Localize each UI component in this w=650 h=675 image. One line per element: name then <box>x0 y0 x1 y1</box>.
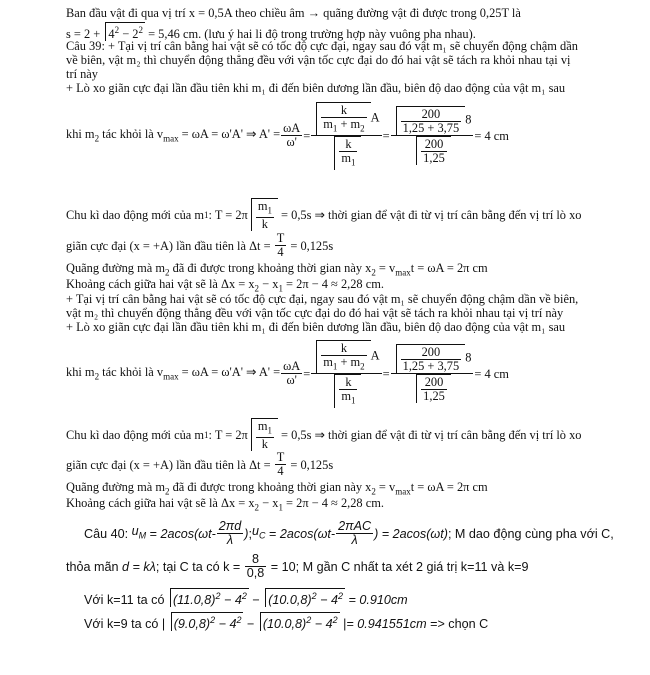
p17 <box>66 451 333 478</box>
p8-formula: Chu kì dao động mới của m 1 : T = 2π $\frac{m_1}{k}$ = 0,5s ⇒ thời gian để vật đi từ vị trí cân bằng đến vị trí lò xo <box>66 199 582 232</box>
p9 <box>66 232 333 259</box>
p21 <box>66 553 528 580</box>
p5-text: trí này <box>66 67 98 81</box>
p13-text: vật m₂ thì chuyển động thẳng đều với vận tốc cực đại do đó hai vật sẽ tách ra khỏi nhau tại vị trí này <box>66 306 564 320</box>
p19 <box>66 496 384 514</box>
p2-formula: $s = 2 + 4^2 - 2^2 = 5,46$ cm. (lưu ý hai li độ trong trường hợp này vuông pha nhau). <box>66 27 476 41</box>
p23 <box>84 612 488 631</box>
p3 <box>66 39 578 53</box>
p4 <box>66 53 570 67</box>
p3-text: Câu 39: + Tại vị trí cân bằng hai vật sẽ có tốc độ cực đại, ngay sau đó vật m₁ sẽ chuyển động chậm dần <box>66 39 578 53</box>
p11-formula: Khoảng cách giữa hai vật sẽ là $\Delta x = x_2 - x_1 = 2\pi - 4 \approx 2,28$ cm. <box>66 277 384 294</box>
p7 <box>66 102 509 170</box>
p15-formula: khi $m_2$ tác khỏi là $v_{max} = \omega A = \omega'A'$ ⇒ A' = $\frac{\omega A}{\omega'}$ = $\frac{k}{m_1 + m_2}$ A $\frac{k}{m_1}$ = $\frac{200}{1,25 + 3,75}$ 8 $\frac{200}{1,25}$ = 4 cm <box>66 341 509 406</box>
p23-formula: Với k=9 ta có | $(9.0,8)^2 - 4^2 - (10.0,8)^2 - 4^2$ |= 0.941551cm => chọn C <box>84 617 488 631</box>
p4-text: về biên, vật m₂ thì chuyển động thẳng đều với vận tốc cực đại do đó hai vật sẽ tách ra khỏi nhau tại vị <box>66 53 571 67</box>
p12 <box>66 292 578 306</box>
p1 <box>66 6 521 20</box>
p8 <box>66 198 581 231</box>
p17-formula: giãn cực đại (x = +A) lần đầu tiên là Δt = $\frac{T}{4}$ = 0,125s <box>66 450 334 478</box>
p21-formula: thỏa mãn d = kλ ; tại C ta có k = $\frac{8}{0,8}$ = 10; M gần C nhất ta xét 2 giá trị k=11 và k=9 <box>66 552 529 580</box>
p1-text: Ban đầu vật đi qua vị trí x = 0,5A theo chiều âm → quãng đường vật đi được trong 0,25T là <box>66 6 521 20</box>
p7-formula: khi $m_2$ tác khỏi là $v_{max} = \omega A = \omega'A'$ ⇒ A' = $\frac{\omega A}{\omega'}$ = $\frac{k}{m_1 + m_2}$ A $\frac{k}{m_1}$ = $\frac{200}{1,25 + 3,75}$ 8 $\frac{200}{1,25}$ = 4 cm <box>66 103 509 168</box>
p15 <box>66 340 509 408</box>
p16 <box>66 418 581 451</box>
p6-text: + Lò xo giãn cực đại lần đầu tiên khi m₁ đi đến biên dương lần đầu, biên độ dao động của vật m₁ sau <box>66 81 566 95</box>
p9-formula: giãn cực đại (x = +A) lần đầu tiên là Δt = $\frac{T}{4}$ = 0,125s <box>66 231 334 259</box>
p20 <box>84 520 614 547</box>
p22 <box>84 588 408 607</box>
p18-formula: Quãng đường mà $m_2$ đã đi được trong khoảng thời gian này $x_2 = v_{max}t = \omega A = 2\pi$ cm <box>66 480 488 497</box>
p14-text: + Lò xo giãn cực đại lần đầu tiên khi m₁ đi đến biên dương lần đầu, biên độ dao động của vật m₁ sau <box>66 320 566 334</box>
p22-formula: Với k=11 ta có $(11.0,8)^2 - 4^2 - (10.0,8)^2 - 4^2 = 0.910cm$ <box>84 593 408 607</box>
p5 <box>66 67 98 81</box>
p6 <box>66 81 565 95</box>
p20-formula: Câu 40: $u_M$ = 2acos(ωt- $\frac{2\pi d}{\lambda}$ ) ; $u_C$ = 2acos(ωt- $\frac{\text{2πAC}}{\lambda}$ ) = 2acos(ωt) ; M dao động cùng pha với C, <box>84 519 614 547</box>
p14 <box>66 320 565 334</box>
p16-formula: Chu kì dao động mới của m 1 : T = 2π $\frac{m_1}{k}$ = 0,5s ⇒ thời gian để vật đi từ vị trí cân bằng đến vị trí lò xo <box>66 419 582 452</box>
p19-formula: Khoảng cách giữa hai vật sẽ là $\Delta x = x_2 - x_1 = 2\pi - 4 \approx 2,28$ cm. <box>66 496 384 513</box>
p13 <box>66 306 563 320</box>
p12-text: + Tại vị trí cân bằng hai vật sẽ có tốc độ cực đại, ngay sau đó vật m₁ sẽ chuyển động chậm dần về biên, <box>66 292 579 306</box>
p10-formula: Quãng đường mà $m_2$ đã đi được trong khoảng thời gian này $x_2 = v_{max}t = \omega A = 2\pi$ cm <box>66 261 488 278</box>
